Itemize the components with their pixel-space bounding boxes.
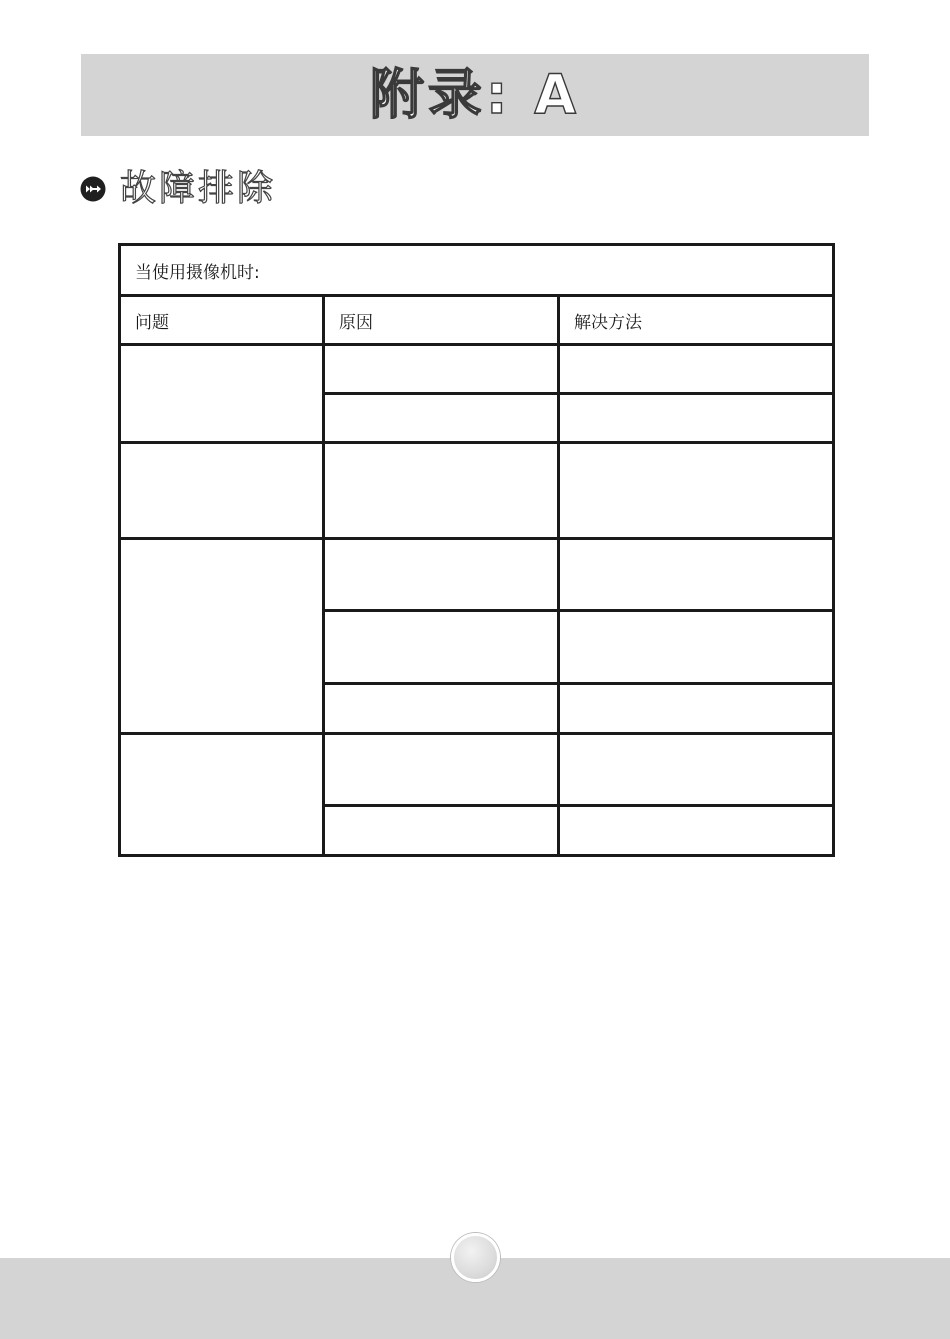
problem-cell: [120, 539, 324, 734]
intro-cell: [120, 245, 834, 296]
header-problem: [120, 296, 324, 345]
table-row: [120, 539, 834, 611]
solution-cell: [559, 611, 834, 684]
table-row: [120, 443, 834, 539]
solution-cell: [559, 394, 834, 443]
section-heading: [80, 166, 276, 212]
solution-cell: [559, 806, 834, 856]
solution-cell: [559, 443, 834, 539]
table-row: [120, 345, 834, 394]
cause-cell: [324, 684, 559, 734]
solution-cell: [559, 684, 834, 734]
intro-text: 当使用摄像机时:: [135, 262, 260, 283]
solution-cell: [559, 539, 834, 611]
intro-row: [120, 245, 834, 296]
cause-cell: [324, 734, 559, 806]
title-banner: [81, 54, 869, 136]
troubleshooting-table: [118, 243, 835, 857]
cause-cell: [324, 394, 559, 443]
cause-cell: [324, 539, 559, 611]
cause-cell: [324, 443, 559, 539]
problem-cell: [120, 443, 324, 539]
page-title: 附录: A: [369, 63, 581, 126]
page-number-badge: [451, 1233, 500, 1282]
cause-cell: [324, 611, 559, 684]
header-cause-label: 原因: [339, 312, 373, 333]
cause-cell: [324, 345, 559, 394]
table-row: [120, 734, 834, 806]
header-solution-label: 解决方法: [574, 312, 642, 333]
cause-cell: [324, 806, 559, 856]
problem-cell: [120, 734, 324, 856]
arrow-circle-icon: [80, 176, 106, 202]
header-row: [120, 296, 834, 345]
header-problem-label: 问题: [135, 312, 169, 333]
solution-cell: [559, 345, 834, 394]
solution-cell: [559, 734, 834, 806]
header-solution: [559, 296, 834, 345]
header-cause: [324, 296, 559, 345]
section-title: 故障排除: [120, 168, 277, 209]
problem-cell: [120, 345, 324, 443]
